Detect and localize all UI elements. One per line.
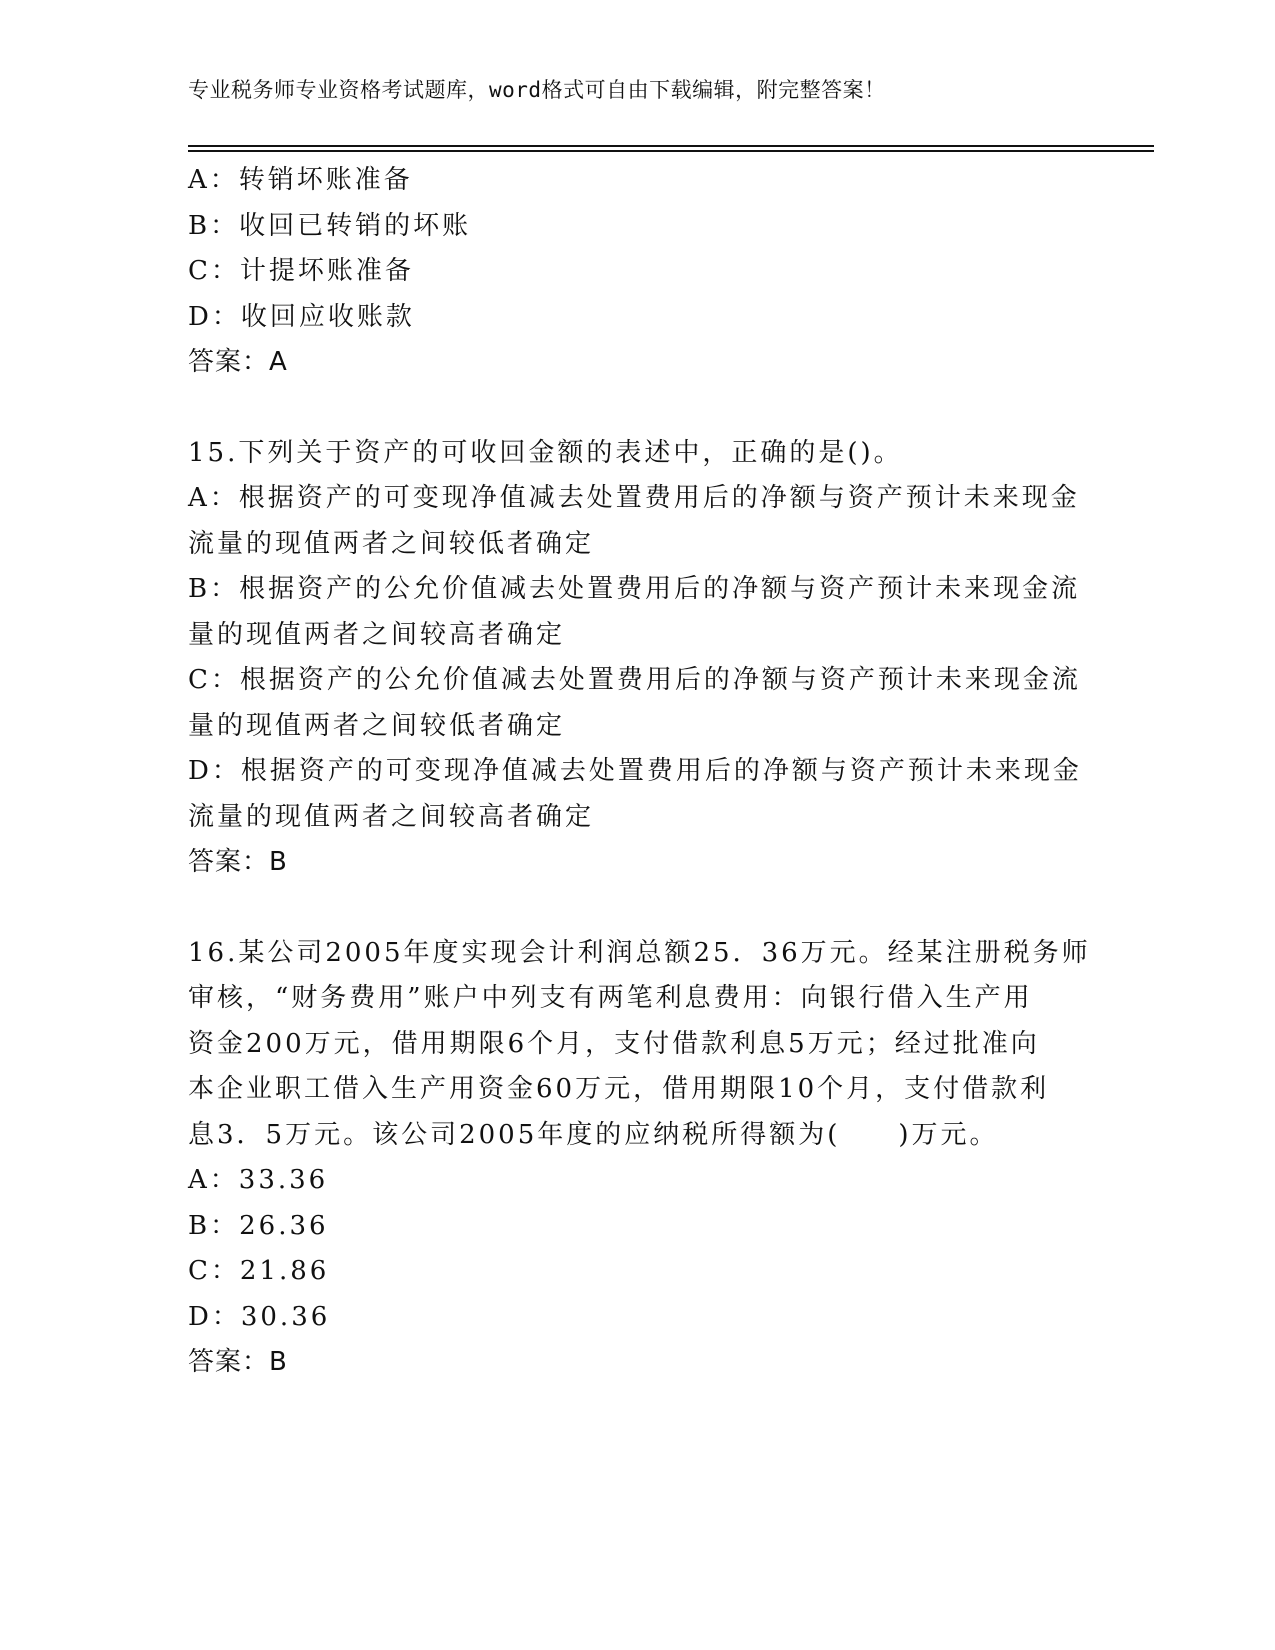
option-b: B：26.36 — [188, 1210, 329, 1241]
question-16 — [188, 931, 1091, 1386]
question-stem: 15.下列关于资产的可收回金额的表述中，正确的是()。 — [188, 437, 903, 468]
option-c-continued: 量的现值两者之间较低者确定 — [188, 710, 566, 741]
option-a: A：转销坏账准备 — [188, 165, 413, 195]
page-header: 专业税务师专业资格考试题库，word格式可自由下载编辑，附完整答案！ — [188, 78, 886, 102]
question-stem-continued: 资金200万元，借用期限6个月，支付借款利息5万元；经过批准向 — [188, 1028, 1040, 1059]
spacer — [188, 386, 1088, 431]
spacer — [188, 886, 1088, 931]
option-c: C：根据资产的公允价值减去处置费用后的净额与资产预计未来现金流 — [188, 665, 1081, 695]
question-stem-continued: 息3．5万元。该公司2005年度的应纳税所得额为( )万元。 — [188, 1119, 999, 1150]
option-a: A：根据资产的可变现净值减去处置费用后的净额与资产预计未来现金 — [188, 483, 1080, 513]
question-15 — [188, 431, 1088, 886]
option-d: D：收回应收账款 — [188, 301, 415, 332]
answer: 答案：B — [188, 1347, 288, 1377]
option-a-continued: 流量的现值两者之间较低者确定 — [188, 528, 595, 559]
question-stem-continued: 审核，“财务费用”账户中列支有两笔利息费用：向银行借入生产用 — [188, 983, 1033, 1013]
answer: 答案：B — [188, 847, 288, 877]
option-a: A：33.36 — [188, 1165, 329, 1195]
option-b: B：根据资产的公允价值减去处置费用后的净额与资产预计未来现金流 — [188, 574, 1081, 604]
header-rule-top — [188, 145, 1154, 147]
option-b: B：收回已转销的坏账 — [188, 210, 472, 241]
question-stem: 16.某公司2005年度实现会计利润总额25．36万元。经某注册税务师 — [188, 937, 1091, 968]
question-stem-continued: 本企业职工借入生产用资金60万元，借用期限10个月，支付借款利 — [188, 1074, 1050, 1104]
question-14 — [188, 158, 1088, 386]
answer: 答案：A — [188, 347, 288, 377]
question-list — [188, 158, 1091, 1386]
option-b-continued: 量的现值两者之间较高者确定 — [188, 619, 566, 650]
header-rule-bottom — [188, 150, 1154, 152]
option-c: C：计提坏账准备 — [188, 256, 414, 286]
option-d: D：30.36 — [188, 1301, 331, 1332]
option-c: C：21.86 — [188, 1256, 330, 1286]
option-d: D：根据资产的可变现净值减去处置费用后的净额与资产预计未来现金 — [188, 756, 1082, 786]
option-d-continued: 流量的现值两者之间较高者确定 — [188, 801, 595, 832]
